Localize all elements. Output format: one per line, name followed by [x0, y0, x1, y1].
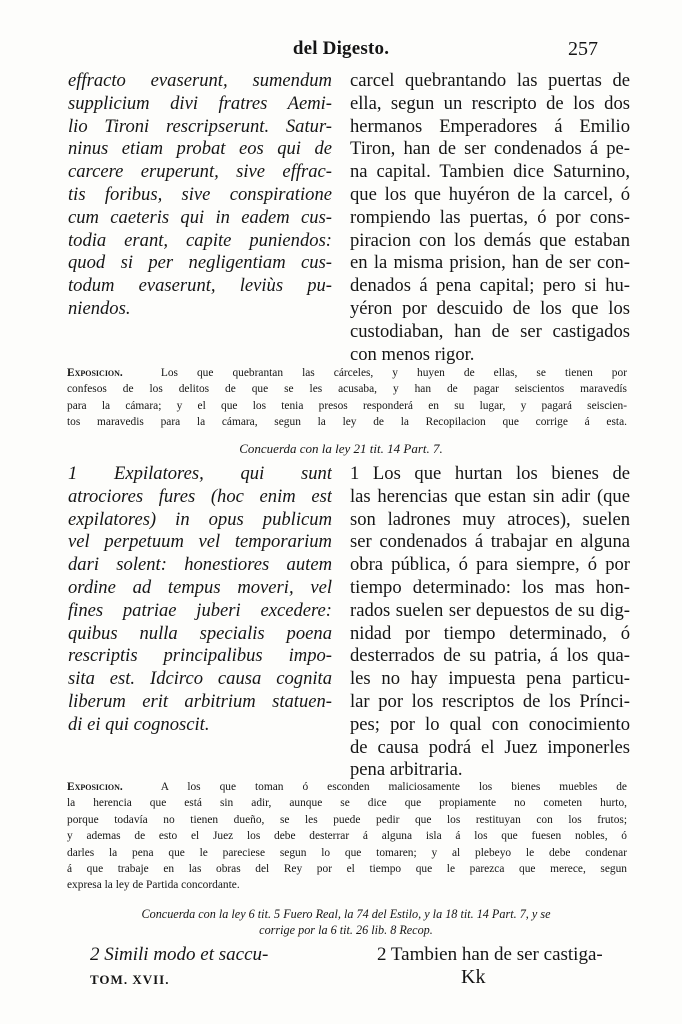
spanish-line: pes; por lo qual con conocimiento	[350, 713, 630, 735]
latin-line: carcere eruperunt, sive effrac-	[68, 161, 332, 183]
volume-signature: TOM. XVII.	[90, 972, 170, 987]
spanish-line: ella, segun un rescripto de los dos	[350, 92, 630, 114]
latin-line: expilatores) in opus publicum	[68, 508, 332, 530]
spanish-line: na capital. Tambien dice Saturnino,	[350, 161, 630, 183]
spanish-line: hermanos Emperadores á Emilio	[350, 115, 630, 137]
latin-line: fines patriae juberi excedere:	[68, 599, 332, 621]
spanish-line: les no hay impuesta pena particu-	[350, 668, 630, 690]
spanish-line: pena arbitraria.	[350, 759, 463, 781]
latin-column-2	[68, 463, 332, 737]
latin-line: atrociores fures (hoc enim est	[68, 485, 332, 507]
concordance-2	[66, 906, 626, 938]
latin-line: vel perpetuum vel temporarium	[68, 531, 332, 553]
gathering-signature: Kk	[461, 966, 486, 988]
exposicion-line: para la cámara; y el que los tenia presos responderá en su lugar, y pagará seiscien-	[67, 399, 627, 412]
latin-line: dari solent: honestiores autem	[68, 554, 332, 576]
spanish-line: 1 Los que hurtan los bienes de	[350, 463, 630, 484]
exposicion-line: y ademas de esto el Juez los debe desterrar á alguna isla á los que fuesen nobles, ó	[67, 830, 627, 843]
exposicion-label: Exposicion.	[67, 781, 123, 793]
spanish-column-1	[350, 70, 630, 366]
spanish-catchline: 2 Tambien han de ser castiga-	[377, 944, 603, 965]
latin-line: cum caeteris qui in eadem cus-	[68, 206, 332, 228]
exposicion-line: la herencia que está sin adir, aunque se dice que propiamente no cometen hurto,	[67, 797, 627, 810]
spanish-line: denados á pena capital; pero si hu-	[350, 275, 630, 297]
spanish-line: yéron por descuido de los que los	[350, 297, 630, 319]
latin-line: niendos.	[68, 297, 131, 319]
latin-line: rescriptis principalibus impo-	[68, 645, 332, 667]
spanish-line: Tiron, han de ser condenados á pe-	[350, 138, 630, 160]
exposicion-line: tos maravedis para la cámara, segun la ley de la Recopilacion que corrige á esta.	[67, 416, 627, 429]
spanish-line: con menos rigor.	[350, 343, 475, 365]
spanish-line: custodiaban, han de ser castigados	[350, 320, 630, 342]
latin-line: lio Tironi rescripserunt. Satur-	[68, 115, 332, 137]
latin-column-1	[68, 70, 332, 321]
exposicion-line: confesos de los delitos de que se les acusaba, y han de pagar seiscientos maravedís	[67, 383, 627, 396]
exposicion-line: A los que toman ó esconden maliciosamente los bienes muebles de	[160, 781, 627, 793]
latin-line: ninus etiam probat eos qui de	[68, 138, 332, 160]
spanish-line: obra pública, ó para siempre, ó por	[350, 554, 630, 576]
latin-line: ordine ad tempus moveri, vel	[68, 576, 332, 598]
latin-line: effracto evaserunt, sumendum	[68, 70, 332, 91]
exposicion-line: Los que quebrantan las cárceles, y huyen de ellas, se tienen por	[160, 367, 627, 379]
latin-line: liberum erit arbitrium statuen-	[68, 690, 332, 712]
spanish-line: piracion con los demás que estaban	[350, 229, 630, 251]
spanish-line: son ladrones muy atroces), suelen	[350, 508, 630, 530]
spanish-line: ser condenados á trabajar en alguna	[350, 531, 630, 553]
spanish-column-2	[350, 463, 630, 782]
latin-catchline: 2 Simili modo et saccu-	[90, 944, 269, 965]
latin-line: tis foribus, sive conspiratione	[68, 183, 332, 205]
latin-line: todia erant, capite puniendos:	[68, 229, 332, 251]
spanish-line: en la misma prision, han de ser con-	[350, 252, 630, 274]
spanish-line: carcel quebrantando las puertas de	[350, 70, 630, 91]
exposicion-line: expresa la ley de Partida concordante.	[67, 879, 240, 892]
exposicion-note-1	[67, 365, 627, 431]
latin-line: quibus nulla specialis poena	[68, 622, 332, 644]
latin-line: todum evaserunt, leviùs pu-	[68, 275, 332, 297]
latin-line: 1 Expilatores, qui sunt	[68, 463, 332, 484]
spanish-line: de causa podrá el Juez imponerles	[350, 736, 630, 758]
running-title: del Digesto.	[292, 38, 390, 59]
latin-line: sita est. Idcirco causa cognita	[68, 668, 332, 690]
latin-line: quod si per negligentiam cus-	[68, 252, 332, 274]
page-number: 257	[568, 38, 598, 60]
latin-line: di ei qui cognoscit.	[68, 713, 210, 735]
spanish-line: tiempo determinado: los mas hon-	[350, 576, 630, 598]
exposicion-line: á que trabaje en las obras del Rey por el tiempo que le parezca que merece, segun	[67, 863, 627, 876]
exposicion-note-2	[67, 779, 627, 894]
spanish-line: lar por los rescriptos de los Prínci-	[350, 690, 630, 712]
concordance-line: Concuerda con la ley 6 tit. 5 Fuero Real, la 74 del Estilo, y la 18 tit. 14 Part. 7, y se	[141, 907, 551, 921]
concordance-line: corrige por la 6 tit. 26 lib. 8 Recop.	[259, 923, 433, 937]
spanish-line: rados suelen ser depuestos de su dig-	[350, 599, 630, 621]
exposicion-line: porque todavía no tienen dueño, se les puede pedir que los restituyan con los frutos;	[67, 813, 627, 826]
spanish-line: nidad por tiempo determinado, ó	[350, 622, 630, 644]
spanish-line: que los que huyéron de la carcel, ó	[350, 183, 630, 205]
concordance-1: Concuerda con la ley 21 tit. 14 Part. 7.	[239, 441, 443, 456]
exposicion-line: darles la pena que le pareciese segun lo que tomaren; y al plebeyo le debe condenar	[67, 846, 627, 859]
exposicion-label: Exposicion.	[67, 367, 123, 379]
spanish-line: desterrados de su patria, á los qua-	[350, 645, 630, 667]
spanish-line: rompiendo las puertas, ó por cons-	[350, 206, 630, 228]
spanish-line: las herencias que estan sin adir (que	[350, 485, 630, 507]
latin-line: supplicium divi fratres Aemi-	[68, 92, 332, 114]
